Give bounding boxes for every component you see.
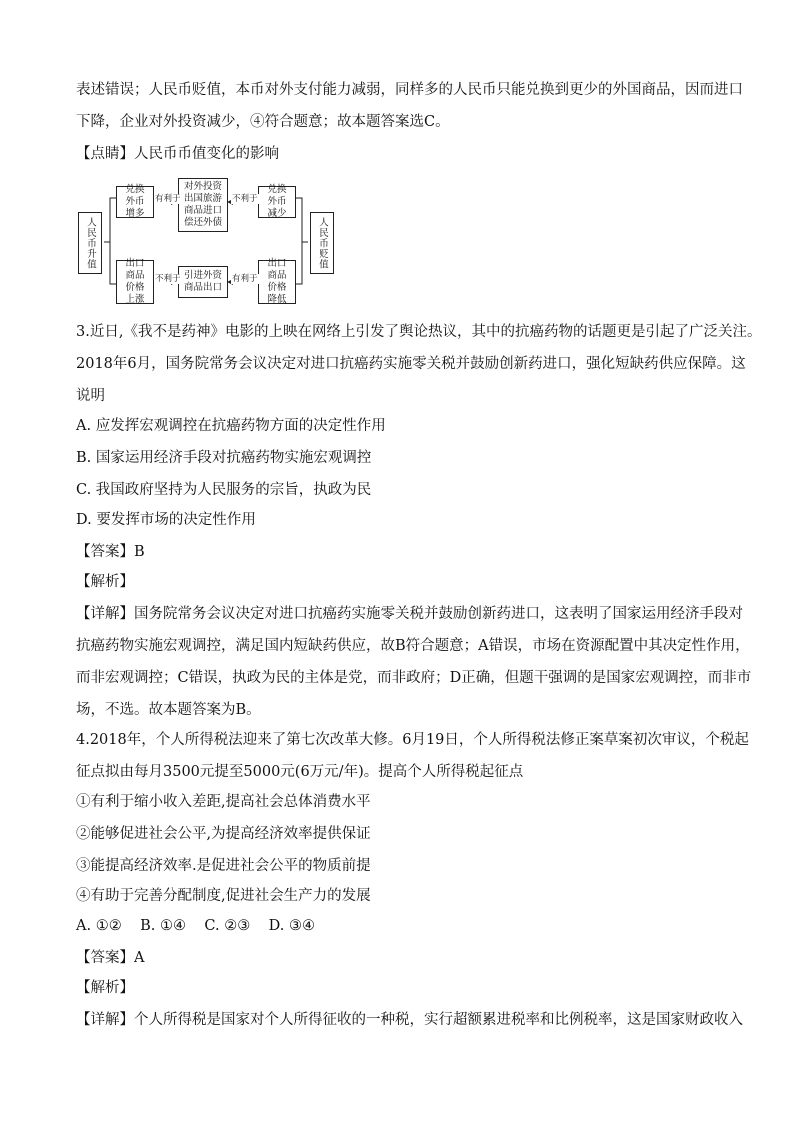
option-d: D. 要发挥市场的决定性作用 xyxy=(76,512,256,528)
detail-text: 场，不选。故本题答案为B。 xyxy=(76,702,261,718)
tip-heading: 【点睛】人民币币值变化的影响 xyxy=(76,146,279,162)
box-rmb-appreciation: 人民币升值 xyxy=(78,212,102,274)
detail-text: 抗癌药物实施宏观调控，满足国内短缺药供应，故B符合题意；A错误，市场在资源配置中其决定性作用， xyxy=(76,638,750,654)
box-bottom-center: 引进外资商品出口 xyxy=(178,266,228,298)
statement-1: ①有利于缩小收入差距,提高社会总体消费水平 xyxy=(76,794,371,810)
option-c: C. 我国政府坚持为人民服务的宗旨，执政为民 xyxy=(76,482,372,498)
question-3-stem: 2018年6月，国务院常务会议决定对进口抗癌药实施零关税并鼓励创新药进口，强化短缺药供应保障。这 xyxy=(76,356,746,372)
detail-text: 而非宏观调控；C错误，执政为民的主体是党，而非政府；D正确，但题干强调的是国家宏观调控，而非市 xyxy=(76,670,752,686)
box-top-center: 对外投资出国旅游商品进口偿还外债 xyxy=(178,178,228,232)
answer-label: 【答案】A xyxy=(76,950,145,966)
question-3-stem: 说明 xyxy=(76,388,105,404)
box-top-right: 兑换外币减少 xyxy=(258,186,296,218)
question-3-stem: 3.近日,《我不是药神》电影的上映在网络上引发了舆论热议，其中的抗癌药物的话题更是引起了广泛关注。 xyxy=(76,324,762,340)
box-bottom-left: 出口商品价格上涨 xyxy=(116,260,154,304)
box-top-left: 兑换外币增多 xyxy=(116,186,154,218)
analysis-label: 【解析】 xyxy=(76,574,134,590)
rmb-value-diagram xyxy=(76,176,336,308)
text-line: 下降，企业对外投资减少，④符合题意；故本题答案选C。 xyxy=(76,114,450,130)
statement-3: ③能提高经济效率.是促进社会公平的物质前提 xyxy=(76,858,371,874)
statement-4: ④有助于完善分配制度,促进社会生产力的发展 xyxy=(76,888,371,904)
arrow-label: 不利于 xyxy=(232,194,258,204)
arrow-label: 有利于 xyxy=(155,194,181,204)
detail-text: 【详解】国务院常务会议决定对进口抗癌药实施零关税并鼓励创新药进口，这表明了国家运用经济手段对 xyxy=(76,606,743,622)
box-rmb-depreciation: 人民币贬值 xyxy=(310,212,334,274)
option-b: B. 国家运用经济手段对抗癌药物实施宏观调控 xyxy=(76,450,372,466)
box-bottom-right: 出口商品价格降低 xyxy=(258,260,296,304)
answer-choices: A. ①② B. ①④ C. ②③ D. ③④ xyxy=(76,918,315,934)
analysis-label: 【解析】 xyxy=(76,980,134,996)
option-a: A. 应发挥宏观调控在抗癌药物方面的决定性作用 xyxy=(76,418,386,434)
text-line: 表述错误；人民币贬值，本币对外支付能力减弱，同样多的人民币只能兑换到更少的外国商品，因而进口 xyxy=(76,82,743,98)
arrow-label: 有利于 xyxy=(232,274,258,284)
statement-2: ②能够促进社会公平,为提高经济效率提供保证 xyxy=(76,826,371,842)
detail-text: 【详解】个人所得税是国家对个人所得征收的一种税，实行超额累进税率和比例税率，这是国家财政收入 xyxy=(76,1012,743,1028)
arrow-label: 不利于 xyxy=(155,274,181,284)
answer-label: 【答案】B xyxy=(76,544,145,560)
question-4-stem: 征点拟由每月3500元提至5000元(6万元/年)。提高个人所得税起征点 xyxy=(76,764,524,780)
question-4-stem: 4.2018年，个人所得税法迎来了第七次改革大修。6月19日，个人所得税法修正案草案初次审议，个税起 xyxy=(76,732,749,748)
